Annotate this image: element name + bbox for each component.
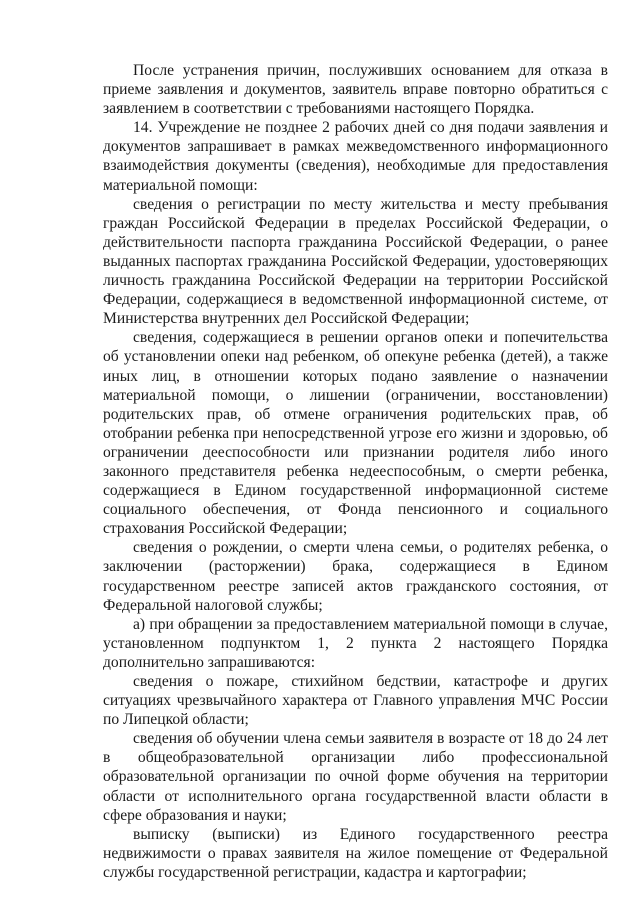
paragraph-civil-status: сведения о рождении, о смерти члена семьи, о родителях ребенка, о заключении (расторжении) брака, содержащиеся в Едином государственном реестре записей актов гражданского состояния, от Федеральной налоговой службы; [103,539,608,614]
document-body [103,61,608,882]
paragraph-item-14: 14. Учреждение не позднее 2 рабочих дней со дня подачи заявления и документов запрашивает в рамках межведомственного информационного взаимодействия документы (сведения), необходимые для предоставления материальной помощи: [103,119,608,194]
paragraph-emergency: сведения о пожаре, стихийном бедствии, катастрофе и других ситуациях чрезвычайного характера от Главного управления МЧС России по Липецкой области; [103,673,608,729]
paragraph-real-estate: выписку (выписки) из Единого государственного реестра недвижимости о правах заявителя на жилое помещение от Федеральной службы государственной регистрации, кадастра и картографии; [103,825,608,881]
paragraph-mvd-registration: сведения о регистрации по месту жительства и месту пребывания граждан Российской Федерации в пределах Российской Федерации, о действительности паспорта гражданина Российской Федерации, о ранее выданных паспортах гражданина Российской Федерации, удостоверяющих личность гражданина Российской Федерации на территории Российской Федерации, содержащиеся в ведомственной информационной системе, от Министерства внутренних дел Российской Федерации; [103,195,608,328]
paragraph-guardianship: сведения, содержащиеся в решении органов опеки и попечительства об установлении опеки над ребенком, об опекуне ребенка (детей), а также иных лиц, в отношении которых подано заявление о назначении материальной помощи, о лишении (ограничении, восстановлении) родительских прав, об отмене ограничения родительских прав, об отобрании ребенка при непосредственной угрозе его жизни и здоровью, об ограничении дееспособности или признании родителя либо иного законного представителя ребенка недееспособным, о смерти ребенка, содержащиеся в Едином государственной информационной системе социального обеспечения, от Фонда пенсионного и социального страхования Российской Федерации; [103,329,608,538]
paragraph-subitem-a: а) при обращении за предоставлением материальной помощи в случае, установленном подпунктом 1, 2 пункта 2 настоящего Порядка дополнительно запрашиваются: [103,615,608,671]
paragraph-reapply: После устранения причин, послуживших основанием для отказа в приеме заявления и документов, заявитель вправе повторно обратиться с заявлением в соответствии с требованиями настоящего Порядка. [103,62,608,118]
paragraph-education: сведения об обучении члена семьи заявителя в возрасте от 18 до 24 лет в общеобразовательной организации либо профессиональной образовательной организации по очной форме обучения на территории области от исполнительного органа государственной власти области в сфере образования и науки; [103,730,608,824]
